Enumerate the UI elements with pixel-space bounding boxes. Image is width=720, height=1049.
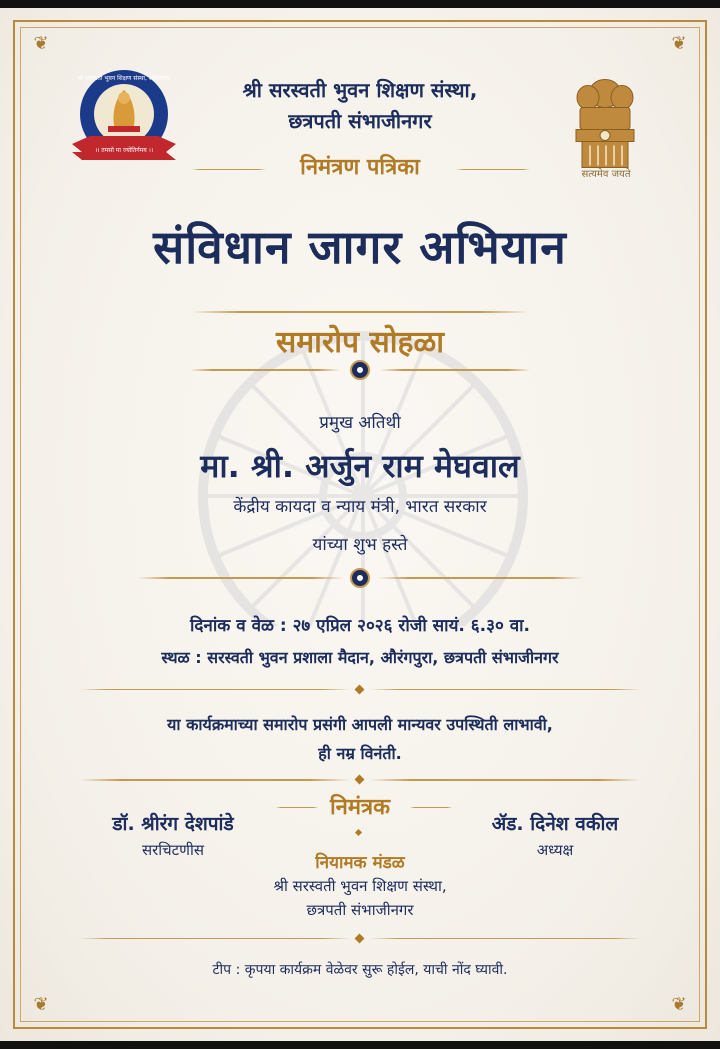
request-rule-right (370, 779, 640, 781)
footer-rule-right (370, 938, 640, 939)
event-bottom-rule-left (190, 369, 340, 371)
footer-note: टीप : कृपया कार्यक्रम वेळेवर सुरू होईल, याची नोंद घ्यावी. (212, 962, 508, 978)
invitation-card (0, 8, 720, 1041)
event-bottom-rule-right (380, 369, 530, 371)
venue-rule-left (80, 689, 350, 690)
main-title: संविधान जागर अभियान (153, 220, 567, 274)
footer-rule-left (80, 938, 350, 939)
emblem-motto: सत्यमेव जयते (581, 169, 631, 180)
request-line-2: ही नम्र विनंती. (318, 744, 402, 763)
invite-label: निमंत्रण पत्रिका (300, 155, 420, 180)
corner-ornament-icon: ❦ (33, 994, 49, 1015)
inviter-right-name: ॲड. दिनेश वकील (491, 813, 619, 835)
inviter-right-role: अध्यक्ष (536, 841, 574, 859)
board-org: श्री सरस्वती भुवन शिक्षण संस्था, (273, 877, 447, 895)
corner-ornament-icon: ❦ (33, 33, 49, 54)
chief-guest-name: मा. श्री. अर्जुन राम मेघवाल (200, 447, 520, 485)
svg-text:श्री सरस्वती भुवन शिक्षण संस्थ: श्री सरस्वती भुवन शिक्षण संस्था, औरंगाबाद (77, 75, 171, 82)
request-rule-left (80, 779, 350, 781)
chief-guest-designation: केंद्रीय कायदा व न्याय मंत्री, भारत सरकार (233, 497, 487, 517)
chakra-badge-icon (350, 360, 370, 380)
event-top-rule (190, 311, 530, 313)
request-line-1: या कार्यक्रमाच्या समारोप प्रसंगी आपली मान्यवर उपस्थिती लाभावी, (167, 715, 553, 734)
event-type: समारोप सोहळा (275, 325, 445, 360)
guest-rule-right (378, 577, 583, 579)
institution-name: श्री सरस्वती भुवन शिक्षण संस्था, (242, 78, 478, 102)
inviter-left-role: सरचिटणीस (141, 841, 205, 859)
corner-ornament-icon: ❦ (671, 33, 687, 54)
venue-rule-right (370, 689, 640, 690)
chief-guest-note: यांच्या शुभ हस्ते (312, 535, 408, 555)
corner-ornament-icon: ❦ (671, 994, 687, 1015)
chief-guest-heading: प्रमुख अतिथी (319, 413, 401, 433)
board-city: छत्रपती संभाजीनगर (306, 901, 414, 919)
chakra-badge-icon (350, 568, 370, 588)
inviter-left-name: डॉ. श्रीरंग देशपांडे (112, 813, 234, 835)
guest-rule-left (138, 577, 343, 579)
event-venue: स्थळ : सरस्वती भुवन प्रशाला मैदान, औरंगपुरा, छत्रपती संभाजीनगर (161, 648, 559, 667)
svg-text:।। तमसो मा ज्योतिर्गमय ।।: ।। तमसो मा ज्योतिर्गमय ।। (94, 147, 154, 154)
inviters-heading: निमंत्रक (329, 795, 391, 820)
board-name: नियामक मंडळ (315, 853, 405, 873)
institution-city: छत्रपती संभाजीनगर (288, 109, 432, 133)
event-datetime: दिनांक व वेळ : २७ एप्रिल २०२६ रोजी सायं. ६.३० वा. (189, 616, 531, 636)
